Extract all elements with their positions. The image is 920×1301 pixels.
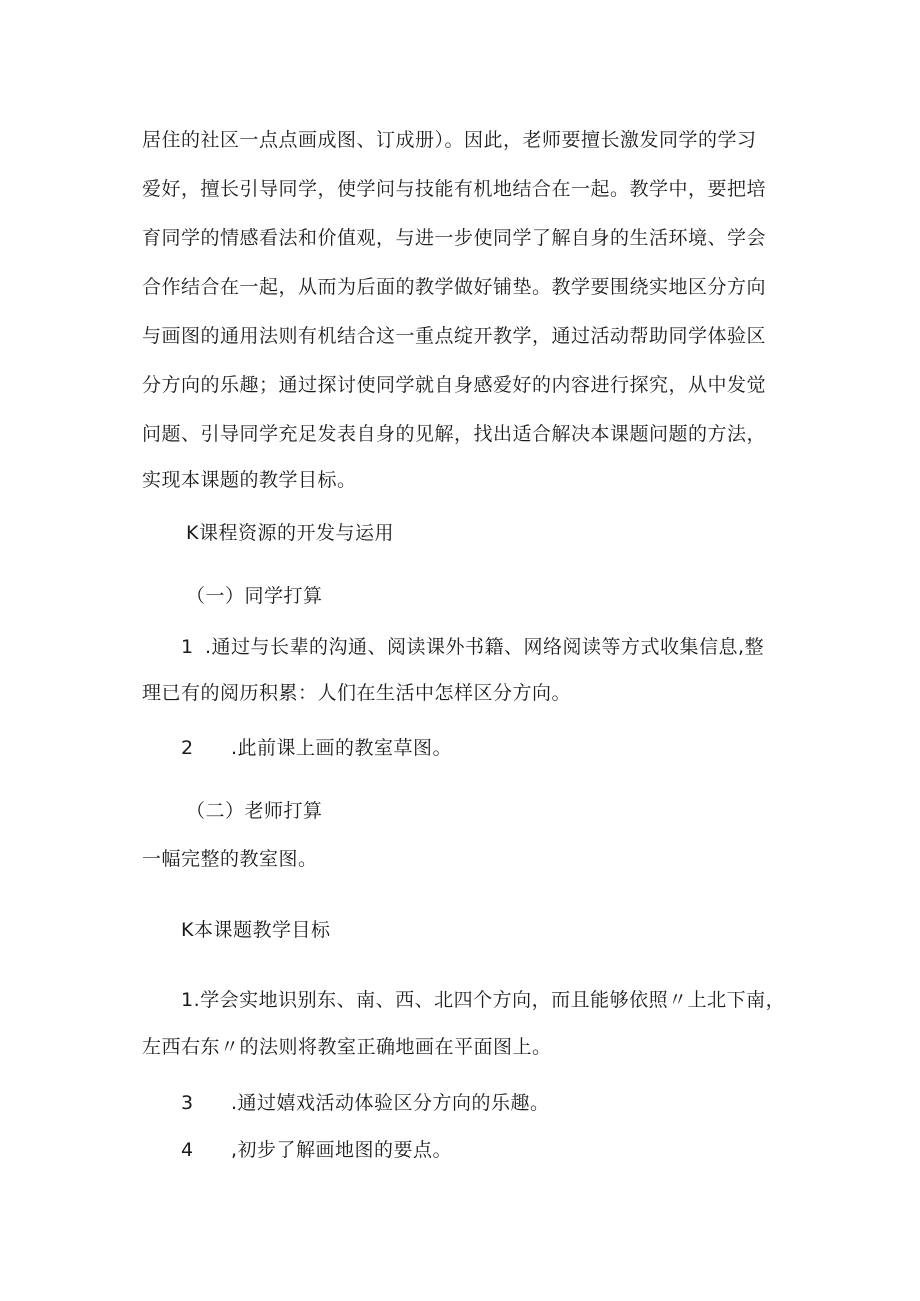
subsection-heading: （一）同学打算: [186, 585, 323, 607]
paragraph-line: 合作结合在一起，从而为后面的教学做好铺垫。教学要围绕实地区分方向: [142, 276, 767, 298]
item-number: 4: [181, 1139, 194, 1161]
list-item-continuation: 理已有的阅历积累：人们在生活中怎样区分方向。: [142, 682, 572, 704]
paragraph-line: 与画图的通用法则有机结合这一重点绽开教学，通过活动帮助同学体验区: [142, 325, 767, 347]
item-text: .通过嬉戏活动体验区分方向的乐趣。: [231, 1092, 550, 1114]
paragraph-line: 爱好，擅长引导同学，使学问与技能有机地结合在一起。教学中，要把培: [142, 178, 767, 200]
item-number: 2: [181, 737, 194, 759]
list-item: [181, 1139, 452, 1161]
paragraph-line: 居住的社区一点点画成图、订成册）。因此，老师要擅长激发同学的学习: [142, 129, 757, 151]
list-item-continuation: 左西右东〃的法则将教室正确地画在平面图上。: [142, 1036, 552, 1058]
item-text: .此前课上画的教室草图。: [231, 737, 453, 759]
paragraph-line: 育同学的情感看法和价值观，与进一步使同学了解自身的生活环境、学会: [142, 227, 767, 249]
section-heading: K本课题教学目标: [181, 919, 331, 941]
section-heading: K课程资源的开发与运用: [186, 522, 394, 544]
paragraph-line: 实现本课题的教学目标。: [142, 469, 357, 491]
item-number: 3: [181, 1092, 194, 1114]
subsection-heading: （二）老师打算: [186, 800, 323, 822]
list-item: [181, 1092, 550, 1114]
paragraph-line: 分方向的乐趣；通过探讨使同学就自身感爱好的内容进行探究，从中发觉: [142, 374, 767, 396]
item-text: .通过与长辈的沟通、阅读课外书籍、网络阅读等方式收集信息,整: [205, 636, 765, 658]
item-text: ,初步了解画地图的要点。: [231, 1139, 453, 1161]
paragraph-line: 问题、引导同学充足发表自身的见解，找出适合解决本课题问题的方法，: [142, 423, 767, 445]
item-number: 1: [181, 636, 194, 658]
paragraph-line: 一幅完整的教室图。: [142, 848, 318, 870]
list-item: [181, 737, 452, 759]
list-item: 1.学会实地识别东、南、西、北四个方向，而且能够依照〃上北下南，: [181, 989, 786, 1011]
list-item: [181, 636, 764, 658]
